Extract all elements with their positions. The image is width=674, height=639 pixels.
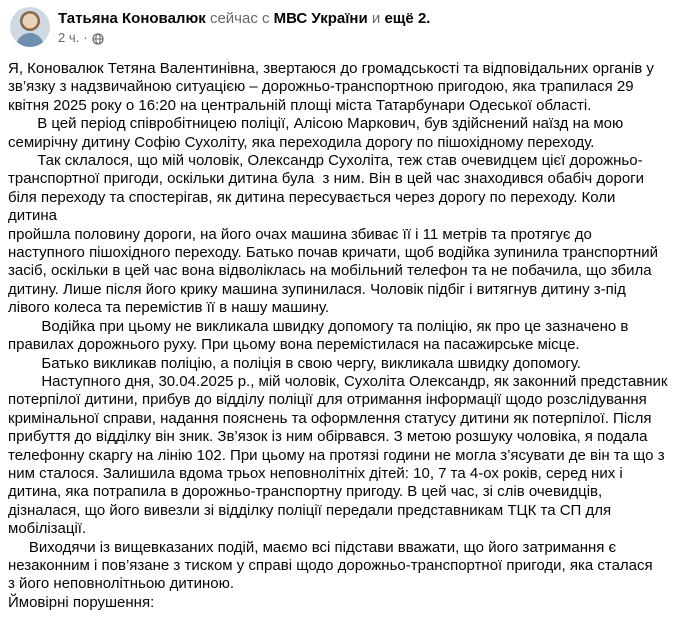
post-header [10,7,430,49]
paragraph-4: Водійка при цьому не викликала швидку допомогу та поліцію, як про це зазначено в правилах дорожнього руху. При цьому вона перемістилася на пасажирське місце. [8,317,629,354]
paragraph-5: Батько викликав поліцію, а поліція в свою чергу, викликала швидку допомогу. [8,354,581,372]
separator-dot: · [83,30,88,45]
paragraph-6: Наступного дня, 30.04.2025 р., мій чоловік, Сухоліта Олександр, як законний представник потерпілої дитини, прибув до відділу поліції для отримання інформації щодо розслідування кримінальної справи, надання пояснень та оформлення статусу дитини як потерпілої. Після прибуття до відділку він зник. Зв’язок із ним обірвався. З метою розшуку чоловіка, я подала телефонну скаргу на лінію 102. При цьому на протязі години не могла з’ясувати де він та що з ним сталося. Залишила вдома трьох неповнолітніх дітей: 10, 7 та 4-ох років, серед них і дитина, яка потрапила в дорожньо-транспортну пригоду. В цей час, зі слів очевидців, дізналася, що його вивезли зі відділку поліції передали представникам ТЦК та СП для мобілізації. [8,372,668,538]
author-line [58,9,430,29]
paragraph-7: Виходячи із вищевказаних подій, маємо всі підстави вважати, що його затримання є незаконним і пов’язане з тиском у справі щодо дорожньо-транспортної пригоди, яка сталася з його неповнолітньою дитиною. [8,538,653,593]
and-word: и [371,10,381,27]
post-timestamp[interactable]: 2 ч. [58,30,80,45]
tagged-page-link[interactable]: МВС України [273,10,368,27]
name-period: . [426,10,431,27]
author-avatar[interactable] [10,7,50,47]
post-meta [58,7,430,49]
with-prefix: сейчас с [209,10,270,27]
paragraph-1: Я, Коновалюк Тетяна Валентинівна, звертаюся до громадськості та відповідальних органів у зв’язку з надзвичайною ситуацією – дорожньо-транспортною пригодою, яка трапилася 29 квітня 2025 року о 16:20 на центральній площі міста Татарбунари Одеської області. [8,60,654,114]
author-name[interactable]: Татьяна Коновалюк [58,10,206,27]
paragraph-3: Так склалося, що мій чоловік, Олександр Сухоліта, теж став очевидцем цієї дорожньо- транспортної пригоди, оскільки дитина була з ним. Він в цей час знаходився обабіч дороги біля переходу та спостерігав, як дитина пересувається через дорогу по переходу. Коли дитина пройшла половину дороги, на його очах машина збиває її і 11 метрів та протягує до наступного пішохідного переходу. Батько почав кричати, щоб водійка зупинила транспортний засіб, оскільки в цей час вона відволіклась на мобільний телефон та не побачила, що збила дитину. Лише після його крику машина зупинилася. Чоловік підбіг і витягнув дитину з-під лівого колеса та перемістив її в нашу машину. [8,152,659,317]
post-body [8,60,668,612]
tagged-others-link[interactable]: ещё 2 [384,10,427,27]
paragraph-8: Ймовірні порушення: [8,593,155,611]
globe-icon[interactable] [92,32,104,44]
paragraph-2: В цей період співробітницею поліції, Алісою Маркович, був здійснений наїзд на мою семирічну дитину Софію Сухоліту, яка переходила дорогу по пішохідному переходу. [8,115,624,151]
post-subline [58,29,430,47]
